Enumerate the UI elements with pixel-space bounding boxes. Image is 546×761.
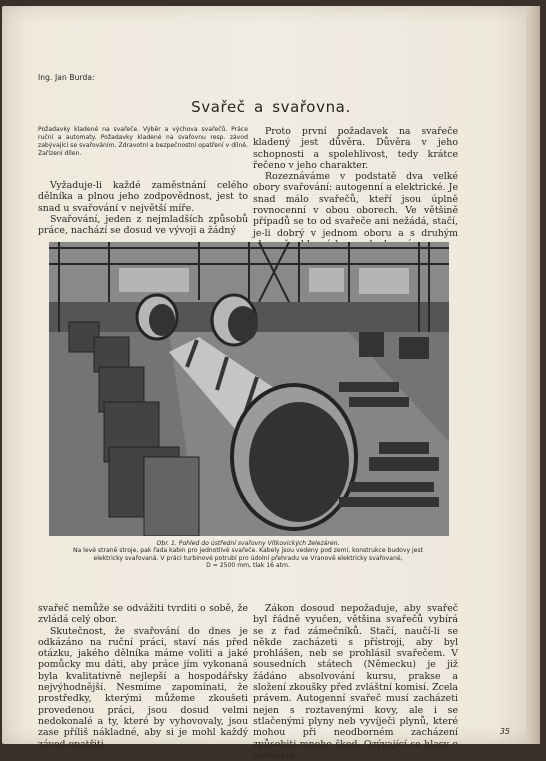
paragraph: Skutečnost, že svařování do dnes je odkázáno na ruční práci, staví nás před otázku, jakého dělníka máme voliti a jaké pomůcky mu dáti, aby práce jím vykonaná byla kvalitativně nejlepší a hospodářsky nejvýhodnější. Nesmíme zapomínati, že prostředky, kterými můžeme zkoušeti provedenou práci, jsou dosud velmi nedokonalé a ty, které by vyhovovaly, jsou zase příliš nákladné, aby si je mohl každý závod opatřiti. [38, 625, 248, 750]
page-edge [526, 6, 540, 744]
caption-title: Obr. 1. Pohled do ústřední svařovny Vítkovických železáren. [156, 540, 340, 547]
paragraph: Proto první požadavek na svařeče kladený jest důvěra. Důvěra v jeho schopnosti a spolehlivost, tedy krátce řečeno v jeho charakter. [253, 126, 458, 171]
article-lead-text: Požadavky kladené na svařeče. Výběr a výchova svařečů. Práce ruční a automaty. Požadavky kladené na svařovnu resp. závod zabývající se svařováním. Zdravotní a bezpečnostní opatření v dílně. Zařízení dílen. [38, 126, 248, 157]
paragraph: Zákon dosoud nepožaduje, aby svařeč byl řádně vyučen, většina svařečů vybírá se z řad zámečníků. Stačí, naučí-li se někde zacházeti s přístroji, aby byl prohlášen, neb se prohlásil svařečem. V sousedních státech (Německu) je již žádáno absolvování kursu, prakse a složení zkoušky před zvláštní komisí. Zcela právem. Autogenní svařeč musí zacházeti nejen s roztavenými kovy, ale i se stlačenými plyny neb vyvíječi plynů, které mohou při neodborném zacházení způsobiti mnoho škod. Ozývající se hlasy o zavedení [253, 603, 458, 761]
column-left-top [38, 180, 248, 236]
paragraph: Vyžaduje-li každé zaměstnání celého dělníka a plnou jeho zodpovědnost, jest to snad u svařování v největší míře. [38, 180, 248, 214]
page-number: 35 [499, 727, 510, 736]
book-page [2, 6, 540, 761]
caption-line: Na levé straně stroje, pak řada kabin pro jednotlivé svařeče. Kabely jsou vedeny pod zemí, konstrukce budovy jest [72, 547, 424, 555]
welding-hall-illustration [49, 242, 449, 536]
column-left-bottom [38, 603, 248, 750]
paragraph: svařeč nemůže se odvážiti tvrditi o sobě, že zvládá celý obor. [38, 603, 248, 626]
article-author: Ing. Jan Burda: [38, 73, 95, 82]
caption-line: elektricky svařovaná. V práci turbinové potrubí pro údolní přehradu ve Vranově elektricky svařované, [93, 554, 403, 562]
paragraph: Rozeznáváme v podstatě dva velké obory svařování: autogenní a elektrické. Je snad málo svařečů, kteří jsou úplně rovnocenní v obou oborech. Ve většině případů se to od svařeče ani nežádá, stačí, je-li dobrý v jednom oboru a s druhým [253, 171, 458, 239]
figure-caption [38, 540, 458, 570]
factory-photograph [49, 242, 449, 536]
caption-line: D = 2500 mm, tlak 16 atm. [206, 562, 290, 570]
paragraph: Svařování, jeden z nejmladších způsobů práce, nachází se dosud ve vývoji a žádný [38, 213, 248, 237]
article-title: Svařeč a svařovna. [191, 98, 351, 116]
article-lead [38, 126, 248, 158]
column-right-top [253, 126, 458, 250]
column-right-bottom [253, 603, 458, 761]
